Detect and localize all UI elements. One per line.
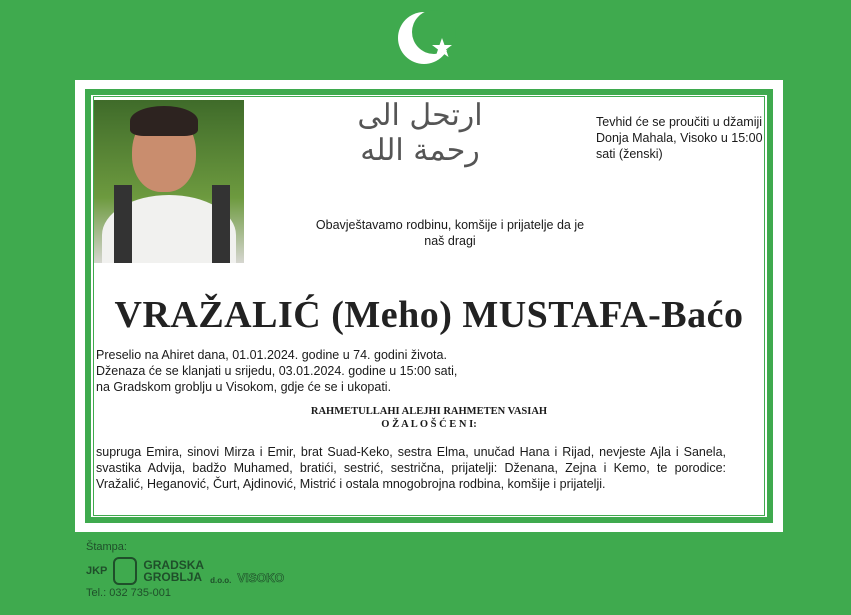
portrait-photo <box>94 100 244 263</box>
deceased-name: VRAŽALIĆ (Meho) MUSTAFA-Baćo <box>114 294 744 336</box>
printer-footer <box>86 541 284 599</box>
print-label: Štampa: <box>86 541 127 553</box>
funeral-details <box>96 347 457 395</box>
crescent-star-icon <box>396 8 456 68</box>
jkp-label: JKP <box>86 565 108 577</box>
mourners-list: supruga Emira, sinovi Mirza i Emir, brat Suad-Keko, sestra Elma, unučad Hana i Rijad, nevjeste Ajla i Sanela, svastika Advija, badžo Muhamed, bratići, sestrić, sestrična, prijatelji: Dženana, Zejna i Kemo, te porodice: Vražalić, Heganović, Čurt, Ajdinović, Mistrić i ostala mnogobrojna rodbina, komšije i prijatelji. <box>96 445 726 491</box>
rahmet-block <box>75 405 783 431</box>
rahmet-text: RAHMETULLAHI ALEJHI RAHMETEN VASIAH <box>310 406 548 417</box>
phone: Tel.: 032 735-001 <box>86 587 172 599</box>
doo-label: d.o.o. <box>210 576 232 585</box>
cemetery-logo-icon <box>113 557 137 585</box>
intro-text: Obavještavamo rodbinu, komšije i prijatelje da je naš dragi <box>315 218 585 248</box>
obituary-paper <box>75 80 783 532</box>
printer-logo <box>86 557 284 585</box>
details-line: na Gradskom groblju u Visokom, gdje će se i ukopati. <box>96 380 392 394</box>
arabic-calligraphy: ارتحل الى رحمة الله <box>357 98 483 168</box>
details-line: Preselio na Ahiret dana, 01.01.2024. godine u 74. godini života. <box>96 348 447 362</box>
mourners-title: O Ž A L O Š Ć E N I: <box>381 419 477 430</box>
tevhid-notice: Tevhid će se proučiti u džamiji Donja Mahala, Visoko u 15:00 sati (ženski) <box>596 115 763 161</box>
company-line2: GROBLJA <box>143 570 203 584</box>
details-line: Dženaza će se klanjati u srijedu, 03.01.2024. godine u 15:00 sati, <box>96 364 458 378</box>
city-label: VISOKO <box>237 571 285 585</box>
company-line1: GRADSKA <box>143 558 205 572</box>
